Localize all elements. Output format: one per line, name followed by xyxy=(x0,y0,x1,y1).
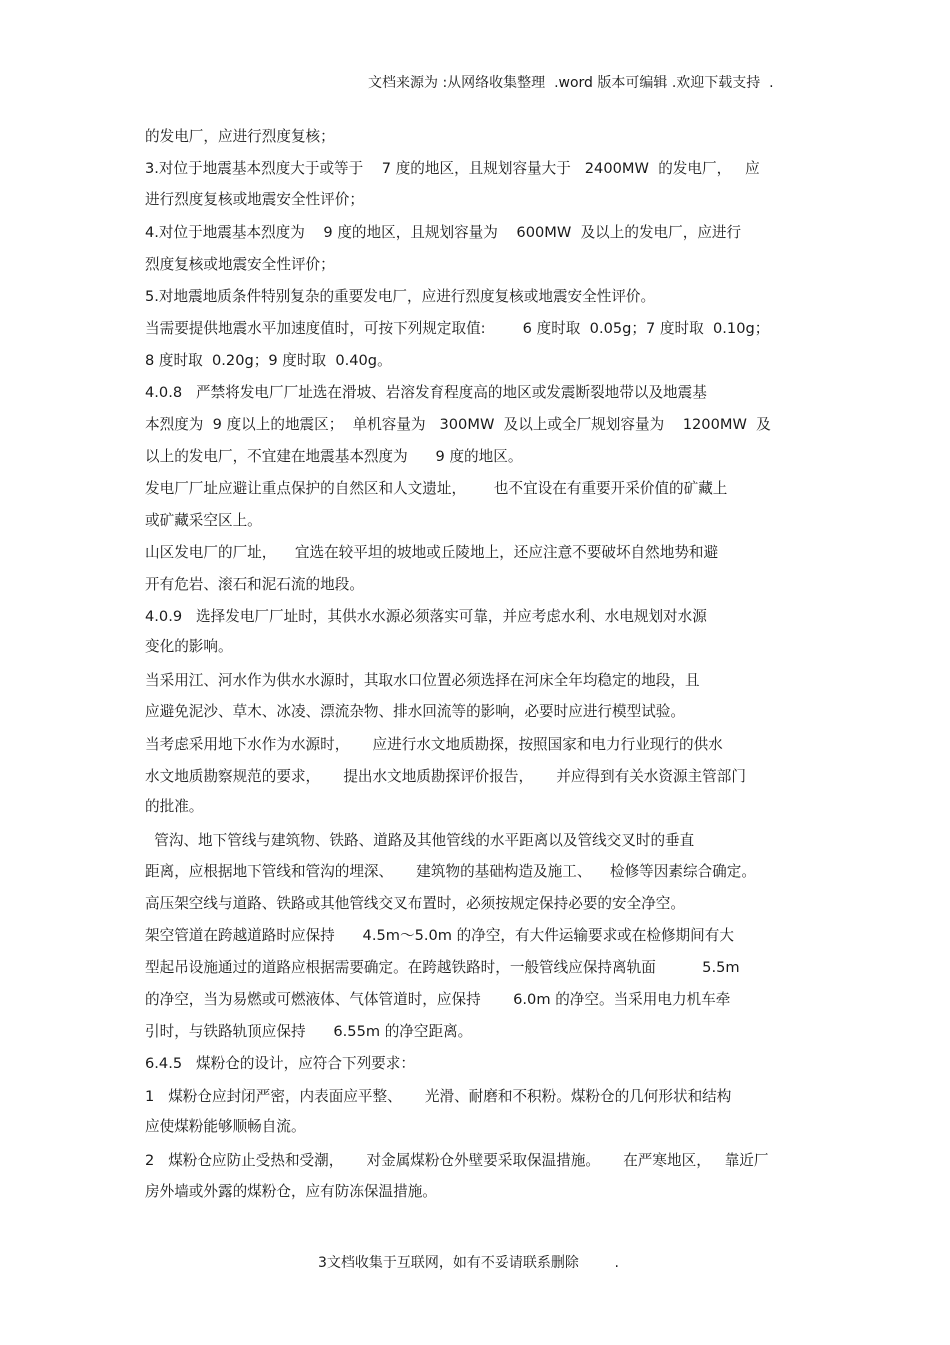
body-line: 山区发电厂的厂址， 宜选在较平坦的坡地或丘陵地上，还应注意不要破坏自然地势和避 xyxy=(145,544,719,561)
body-line: 4.0.9 选择发电厂厂址时，其供水水源必须落实可靠，并应考虑水利、水电规划对水源 xyxy=(145,608,707,625)
body-line: 引时，与铁路轨顶应保持 6.55m 的净空距离。 xyxy=(145,1023,473,1040)
body-line: 型起吊设施通过的道路应根据需要确定。在跨越铁路时，一般管线应保持离轨面 5.5m xyxy=(145,959,740,976)
body-line: 发电厂厂址应避让重点保护的自然区和人文遗址， 也不宜设在有重要开采价值的矿藏上 xyxy=(145,480,728,497)
body-line: 5.对地震地质条件特别复杂的重要发电厂，应进行烈度复核或地震安全性评价。 xyxy=(145,288,656,305)
body-line: 架空管道在跨越道路时应保持 4.5m～5.0m 的净空，有大件运输要求或在检修期间有大 xyxy=(145,927,734,944)
body-line: 6.4.5 煤粉仓的设计，应符合下列要求： xyxy=(145,1055,415,1072)
body-line: 进行烈度复核或地震安全性评价； xyxy=(145,191,364,208)
body-line: 3.对位于地震基本烈度大于或等于 7 度的地区，且规划容量大于 2400MW 的发电厂， 应 xyxy=(145,160,760,177)
body-line: 水文地质勘察规范的要求， 提出水文地质勘探评价报告， 并应得到有关水资源主管部门 xyxy=(145,768,746,785)
body-line: 2 煤粉仓应防止受热和受潮， 对金属煤粉仓外壁要采取保温措施。 在严寒地区， 靠近厂 xyxy=(145,1152,769,1169)
body-line: 4.对位于地震基本烈度为 9 度的地区，且规划容量为 600MW 及以上的发电厂，应进行 xyxy=(145,224,742,241)
body-line: 当需要提供地震水平加速度值时，可按下列规定取值: 6 度时取 0.05g；7 度时取 0.10g； xyxy=(145,320,770,337)
body-line: 距离，应根据地下管线和管沟的埋深、 建筑物的基础构造及施工、 检修等因素综合确定。 xyxy=(145,863,756,880)
body-line: 的发电厂，应进行烈度复核； xyxy=(145,128,335,145)
body-line: 8 度时取 0.20g；9 度时取 0.40g。 xyxy=(145,352,392,369)
body-line: 的净空，当为易燃或可燃液体、气体管道时，应保持 6.0m 的净空。当采用电力机车牵 xyxy=(145,991,731,1008)
body-line: 房外墙或外露的煤粉仓，应有防冻保温措施。 xyxy=(145,1183,437,1200)
body-line: 应使煤粉能够顺畅自流。 xyxy=(145,1118,306,1135)
body-line: 4.0.8 严禁将发电厂厂址选在滑坡、岩溶发育程度高的地区或发震断裂地带以及地震基 xyxy=(145,384,707,401)
body-line: 变化的影响。 xyxy=(145,638,233,655)
body-line: 以上的发电厂，不宜建在地震基本烈度为 9 度的地区。 xyxy=(145,448,523,465)
body-line: 本烈度为 9 度以上的地震区； 单机容量为 300MW 及以上或全厂规划容量为 1200MW 及 xyxy=(145,416,771,433)
body-line: 当采用江、河水作为供水水源时，其取水口位置必须选择在河床全年均稳定的地段，且 xyxy=(145,672,700,689)
page-header: 文档来源为 :从网络收集整理 .word 版本可编辑 .欢迎下载支持 . xyxy=(368,75,774,91)
body-line: 开有危岩、滚石和泥石流的地段。 xyxy=(145,576,364,593)
body-line: 高压架空线与道路、铁路或其他管线交叉布置时，必须按规定保持必要的安全净空。 xyxy=(145,895,685,912)
body-line: 1 煤粉仓应封闭严密，内表面应平整、 光滑、耐磨和不积粉。煤粉仓的几何形状和结构 xyxy=(145,1088,732,1105)
body-line: 管沟、地下管线与建筑物、铁路、道路及其他管线的水平距离以及管线交叉时的垂直 xyxy=(145,832,695,849)
body-line: 当考虑采用地下水作为水源时， 应进行水文地质勘探，按照国家和电力行业现行的供水 xyxy=(145,736,723,753)
body-line: 烈度复核或地震安全性评价； xyxy=(145,256,335,273)
body-line: 应避免泥沙、草木、冰凌、漂流杂物、排水回流等的影响，必要时应进行模型试验。 xyxy=(145,703,685,720)
body-line: 或矿藏采空区上。 xyxy=(145,512,262,529)
page-footer: 3文档收集于互联网，如有不妥请联系删除 . xyxy=(318,1255,619,1271)
body-line: 的批准。 xyxy=(145,798,204,815)
